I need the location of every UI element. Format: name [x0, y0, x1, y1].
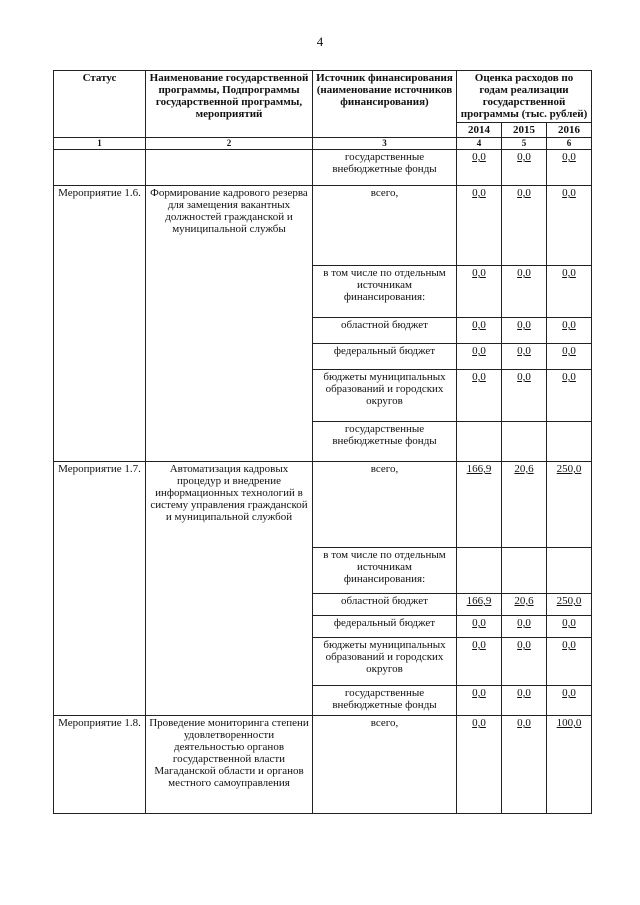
value-cell: 0,0 — [562, 267, 576, 279]
source-label: в том числе по отдельным источникам финансирования: — [313, 548, 457, 594]
source-label: всего, — [313, 186, 457, 266]
value-cell: 0,0 — [472, 639, 486, 651]
value-cell: 100,0 — [556, 717, 582, 729]
value-cell: 0,0 — [517, 151, 531, 163]
value-cell: 0,0 — [517, 267, 531, 279]
source-label: федеральный бюджет — [313, 616, 457, 638]
table-row — [54, 186, 592, 266]
header-name: Наименование государственной программы, Подпрограммы государственной программы, мероприятий — [146, 71, 313, 138]
col-number: 1 — [54, 138, 146, 150]
value-cell: 0,0 — [472, 319, 486, 331]
source-label: государственные внебюджетные фонды — [313, 422, 457, 462]
value-cell: 0,0 — [472, 267, 486, 279]
value-cell: 20,6 — [514, 595, 534, 607]
header-estimate: Оценка расходов по годам реализации государственной программы (тыс. рублей) — [457, 71, 592, 123]
value-cell: 0,0 — [472, 717, 486, 729]
value-cell: 0,0 — [562, 639, 576, 651]
col-number: 4 — [457, 138, 502, 150]
table-row — [54, 716, 592, 814]
value-cell: 0,0 — [472, 371, 486, 383]
activity-status: Мероприятие 1.8. — [54, 716, 146, 814]
value-cell: 0,0 — [472, 151, 486, 163]
header-year-2016: 2016 — [547, 122, 592, 137]
col-number: 2 — [146, 138, 313, 150]
value-cell: 0,0 — [517, 639, 531, 651]
value-cell: 250,0 — [556, 463, 582, 475]
header-year-2014: 2014 — [457, 122, 502, 137]
value-cell: 0,0 — [562, 371, 576, 383]
activity-name: Проведение мониторинга степени удовлетворенности деятельностью органов государственной власти Магаданской области и органов местного самоуправления — [146, 716, 313, 814]
source-label: областной бюджет — [313, 318, 457, 344]
table-row — [54, 462, 592, 548]
activity-name: Формирование кадрового резерва для замещения вакантных должностей гражданской и муниципальной службы — [146, 186, 313, 462]
header-source: Источник финансирования (наименование источников финансирования) — [313, 71, 457, 138]
value-cell: 0,0 — [517, 187, 531, 199]
source-label: бюджеты муниципальных образований и городских округов — [313, 638, 457, 686]
value-cell: 166,9 — [466, 595, 492, 607]
value-cell: 0,0 — [562, 187, 576, 199]
source-label: всего, — [313, 716, 457, 814]
col-number: 6 — [547, 138, 592, 150]
source-label: государственные внебюджетные фонды — [313, 150, 457, 186]
source-label: областной бюджет — [313, 594, 457, 616]
source-label: государственные внебюджетные фонды — [313, 686, 457, 716]
header-row — [54, 71, 592, 123]
activity-name: Автоматизация кадровых процедур и внедрение информационных технологий в систему управления гражданской и муниципальной службой — [146, 462, 313, 716]
value-cell: 0,0 — [562, 151, 576, 163]
activity-status: Мероприятие 1.6. — [54, 186, 146, 462]
budget-table — [53, 70, 592, 814]
source-label: бюджеты муниципальных образований и городских округов — [313, 370, 457, 422]
source-label: федеральный бюджет — [313, 344, 457, 370]
header-year-2015: 2015 — [502, 122, 547, 137]
value-cell: 0,0 — [562, 617, 576, 629]
value-cell: 0,0 — [562, 687, 576, 699]
source-label: всего, — [313, 462, 457, 548]
source-label: в том числе по отдельным источникам финансирования: — [313, 266, 457, 318]
header-status: Статус — [54, 71, 146, 138]
value-cell: 0,0 — [517, 319, 531, 331]
value-cell: 0,0 — [517, 345, 531, 357]
value-cell: 20,6 — [514, 463, 534, 475]
page-number: 4 — [316, 34, 324, 49]
value-cell: 0,0 — [472, 187, 486, 199]
value-cell: 166,9 — [466, 463, 492, 475]
value-cell: 0,0 — [472, 687, 486, 699]
col-number: 5 — [502, 138, 547, 150]
value-cell: 0,0 — [517, 617, 531, 629]
col-number: 3 — [313, 138, 457, 150]
value-cell: 0,0 — [517, 717, 531, 729]
value-cell: 0,0 — [517, 687, 531, 699]
activity-status: Мероприятие 1.7. — [54, 462, 146, 716]
value-cell: 0,0 — [517, 371, 531, 383]
value-cell: 0,0 — [562, 345, 576, 357]
column-numbers-row — [54, 138, 592, 150]
value-cell: 0,0 — [472, 617, 486, 629]
value-cell: 0,0 — [562, 319, 576, 331]
value-cell: 250,0 — [556, 595, 582, 607]
table-row — [54, 150, 592, 186]
value-cell: 0,0 — [472, 345, 486, 357]
